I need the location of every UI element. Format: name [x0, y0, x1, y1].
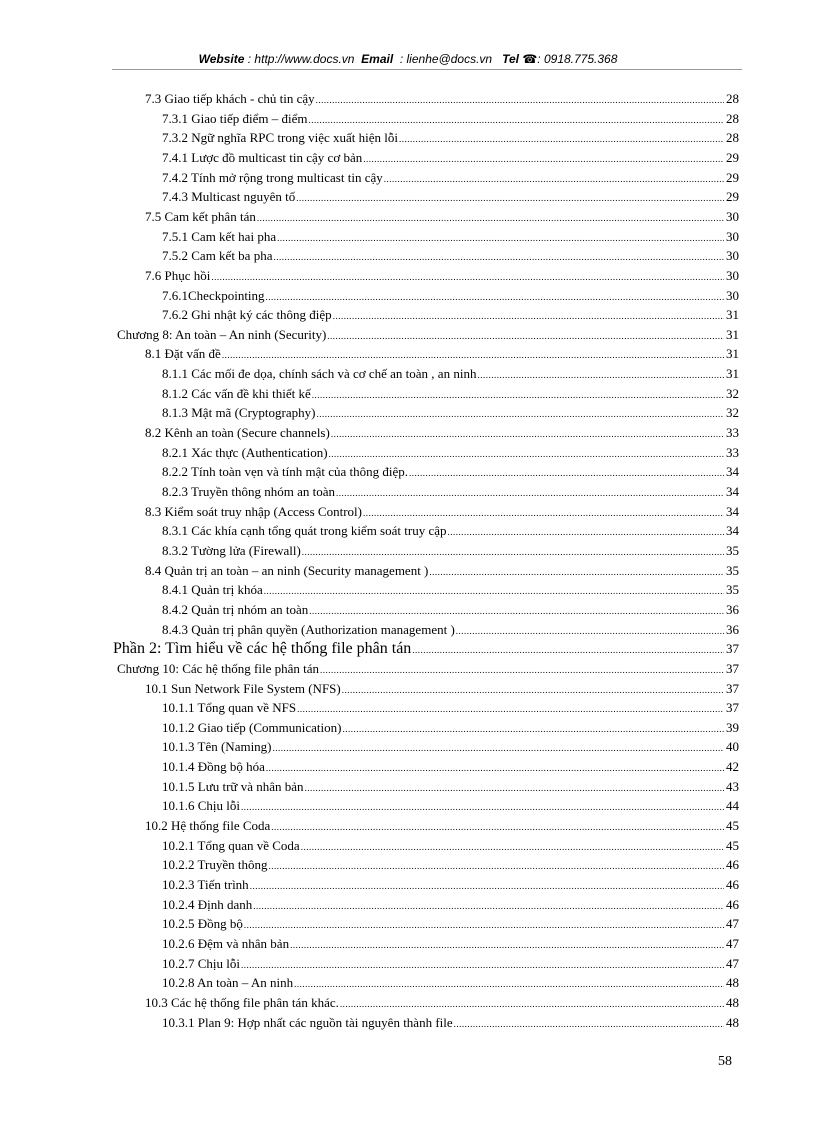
dot-leader — [211, 269, 724, 286]
toc-entry-title: 10.2.1 Tổng quan về Coda — [162, 837, 300, 853]
toc-entry[interactable] — [162, 110, 739, 130]
toc-entry-title: 7.4.1 Lược đồ multicast tin cậy cơ bản — [162, 149, 363, 165]
toc-entry[interactable] — [145, 817, 739, 837]
dot-leader — [342, 682, 724, 699]
toc-entry[interactable] — [145, 267, 739, 287]
toc-entry-page: 32 — [726, 385, 739, 401]
dot-leader — [340, 996, 724, 1013]
toc-entry-page: 46 — [726, 857, 739, 873]
toc-entry-title: 7.3 Giao tiếp khách - chủ tin cậy — [145, 91, 315, 106]
toc-entry-title: 8.3 Kiểm soát truy nhập (Access Control) — [145, 503, 362, 519]
toc-entry[interactable] — [162, 522, 739, 542]
toc-entry-title: 8.4.2 Quản trị nhóm an toàn — [162, 601, 309, 617]
toc-entry[interactable] — [145, 208, 739, 228]
dot-leader — [266, 289, 724, 306]
toc-entry[interactable] — [162, 129, 739, 149]
toc-entry-title: 8.2.2 Tính toàn vẹn và tính mật của thông điệp. — [162, 464, 408, 480]
toc-entry-title: 10.1.3 Tên (Naming) — [162, 739, 272, 755]
toc-entry-title: 8.2.1 Xác thực (Authentication) — [162, 444, 328, 460]
toc-entry-page: 48 — [726, 994, 739, 1010]
toc-entry[interactable] — [162, 915, 739, 935]
toc-entry-page: 28 — [726, 130, 739, 146]
toc-entry[interactable] — [162, 974, 739, 994]
dot-leader — [447, 524, 724, 541]
toc-entry-title: 8.4.1 Quản trị khóa — [162, 582, 263, 598]
toc-entry[interactable] — [162, 306, 739, 326]
toc-entry[interactable] — [162, 365, 739, 385]
toc-entry-page: 44 — [726, 798, 739, 814]
dot-leader — [331, 426, 724, 443]
dot-leader — [273, 249, 724, 266]
toc-entry-page: 31 — [726, 346, 739, 362]
toc-entry-title: 7.3.2 Ngữ nghĩa RPC trong việc xuất hiện lỗi — [162, 130, 398, 146]
dot-leader — [268, 858, 724, 875]
toc-entry-page: 37 — [726, 660, 739, 676]
toc-entry[interactable] — [162, 758, 739, 778]
toc-entry-title: Chương 10: Các hệ thống file phân tán — [117, 660, 320, 676]
toc-entry[interactable] — [113, 640, 739, 660]
dot-leader — [333, 308, 724, 325]
toc-entry-page: 40 — [726, 739, 739, 755]
toc-entry-title: 7.5 Cam kết phân tán — [145, 208, 256, 224]
toc-entry-title: 10.2.6 Đệm và nhân bản — [162, 935, 290, 951]
toc-entry[interactable] — [145, 424, 739, 444]
toc-entry-title: 7.6 Phục hồi — [145, 267, 211, 283]
toc-entry-page: 45 — [726, 837, 739, 853]
toc-entry[interactable] — [162, 287, 739, 307]
toc-entry-page: 31 — [726, 307, 739, 323]
toc-entry-title: Phần 2: Tìm hiểu về các hệ thống file phân tán — [113, 640, 412, 658]
toc-entry-page: 30 — [726, 287, 739, 303]
dot-leader — [363, 505, 724, 522]
header-divider — [112, 69, 742, 70]
dot-leader — [329, 446, 724, 463]
toc-entry-title: 7.5.2 Cam kết ba pha — [162, 248, 273, 264]
toc-entry-page: 33 — [726, 444, 739, 460]
toc-entry-page: 47 — [726, 935, 739, 951]
email-label: Email — [361, 52, 394, 66]
dot-leader — [273, 740, 724, 757]
dot-leader — [241, 957, 724, 974]
toc-entry[interactable] — [162, 738, 739, 758]
toc-entry-page: 34 — [726, 484, 739, 499]
dot-leader — [250, 878, 724, 895]
toc-entry[interactable] — [162, 444, 739, 464]
toc-entry-title: 10.2.8 An toàn – An ninh — [162, 975, 294, 991]
toc-entry-title: 10.2.3 Tiến trình — [162, 877, 249, 892]
tel-label: Tel — [502, 52, 519, 66]
toc-entry[interactable] — [145, 503, 739, 523]
toc-entry[interactable] — [145, 90, 739, 110]
dot-leader — [412, 642, 724, 659]
dot-leader — [305, 780, 724, 797]
dot-leader — [290, 937, 724, 954]
phone-icon: ☎ — [522, 52, 538, 66]
toc-entry-page: 33 — [726, 425, 739, 441]
toc-entry[interactable] — [162, 228, 739, 248]
toc-entry-title: 7.3.1 Giao tiếp điểm – điểm — [162, 110, 308, 126]
toc-entry-page: 32 — [726, 405, 739, 421]
toc-entry[interactable] — [162, 247, 739, 267]
toc-entry[interactable] — [117, 660, 739, 680]
toc-entry[interactable] — [162, 483, 739, 503]
dot-leader — [297, 701, 724, 718]
toc-entry-page: 46 — [726, 896, 739, 912]
toc-entry[interactable] — [162, 797, 739, 817]
toc-entry-page: 35 — [726, 562, 739, 578]
dot-leader — [253, 898, 724, 915]
dot-leader — [294, 976, 724, 993]
toc-entry-title: 10.2 Hệ thống file Coda — [145, 818, 271, 834]
dot-leader — [302, 544, 724, 561]
toc-entry-title: 8.2.3 Truyền thông nhóm an toàn — [162, 484, 335, 499]
toc-entry[interactable] — [162, 778, 739, 798]
dot-leader — [320, 662, 724, 679]
toc-entry-page: 30 — [726, 248, 739, 264]
toc-entry[interactable] — [145, 345, 739, 365]
toc-entry[interactable] — [162, 837, 739, 857]
toc-entry-page: 29 — [726, 169, 739, 185]
toc-entry[interactable] — [162, 621, 739, 641]
dot-leader — [296, 190, 724, 207]
page-number: 58 — [718, 1054, 732, 1069]
toc-entry-page: 36 — [726, 601, 739, 617]
toc-entry[interactable] — [145, 680, 739, 700]
dot-leader — [312, 387, 724, 404]
toc-entry[interactable] — [162, 601, 739, 621]
toc-entry-page: 47 — [726, 916, 739, 932]
toc-entry-page: 35 — [726, 582, 739, 598]
toc-entry-page: 30 — [726, 228, 739, 244]
dot-leader — [264, 583, 724, 600]
toc-entry-title: 8.1.3 Mật mã (Cryptography) — [162, 405, 316, 421]
toc-entry[interactable] — [162, 149, 739, 169]
toc-entry-page: 37 — [726, 680, 739, 696]
toc-entry[interactable] — [162, 1014, 739, 1034]
toc-entry-title: 8.2 Kênh an toàn (Secure channels) — [145, 425, 330, 441]
toc-entry-page: 29 — [726, 189, 739, 205]
toc-entry-page: 37 — [726, 641, 739, 657]
dot-leader — [456, 623, 724, 640]
toc-entry-title: 10.1 Sun Network File System (NFS) — [145, 680, 341, 696]
toc-entry-page: 48 — [726, 975, 739, 991]
toc-entry[interactable] — [162, 896, 739, 916]
toc-entry-page: 36 — [726, 621, 739, 637]
toc-entry-page: 48 — [726, 1014, 739, 1030]
toc-entry-title: 8.4.3 Quản trị phân quyền (Authorization management ) — [162, 621, 455, 637]
toc-entry-title: 10.2.5 Đồng bộ — [162, 916, 243, 932]
toc-entry-title: 10.1.4 Đồng bộ hóa — [162, 759, 265, 775]
dot-leader — [277, 230, 724, 247]
email-value: : lienhe@docs.vn — [399, 52, 493, 66]
toc-entry-title: 7.5.1 Cam kết hai pha — [162, 228, 277, 244]
toc-entry[interactable] — [162, 935, 739, 955]
toc-entry-title: 7.4.3 Multicast nguyên tố — [162, 189, 296, 205]
toc-entry-page: 28 — [726, 91, 739, 106]
dot-leader — [454, 1016, 724, 1033]
toc-entry[interactable] — [162, 169, 739, 189]
dot-leader — [301, 839, 724, 856]
dot-leader — [222, 347, 724, 364]
toc-entry-title: 7.4.2 Tính mở rộng trong multicast tin cậy — [162, 169, 383, 185]
toc-entry-title: 7.6.1Checkpointing — [162, 287, 265, 303]
toc-entry[interactable] — [162, 856, 739, 876]
toc-entry-title: 8.1.1 Các mối đe dọa, chính sách và cơ chế an toàn , an ninh — [162, 366, 477, 382]
toc-entry[interactable] — [162, 699, 739, 719]
toc-entry[interactable] — [162, 385, 739, 405]
toc-entry-title: 10.2.4 Định danh — [162, 896, 253, 912]
dot-leader — [342, 721, 724, 738]
toc-entry-title: 10.3 Các hệ thống file phân tán khác. — [145, 994, 339, 1010]
dot-leader — [399, 131, 724, 148]
toc-entry-title: 10.1.6 Chịu lỗi — [162, 798, 241, 814]
toc-entry-page: 42 — [726, 759, 739, 775]
dot-leader — [316, 406, 724, 423]
toc-entry-page: 30 — [726, 208, 739, 224]
toc-entry-title: 10.1.1 Tổng quan về NFS — [162, 700, 297, 716]
dot-leader — [429, 564, 724, 581]
dot-leader — [363, 151, 724, 168]
toc-entry[interactable] — [145, 994, 739, 1014]
toc-entry-title: 8.1.2 Các vấn đề khi thiết kế — [162, 385, 311, 401]
toc-entry-page: 35 — [726, 542, 739, 558]
toc-entry[interactable] — [162, 581, 739, 601]
toc-entry[interactable] — [145, 562, 739, 582]
toc-entry[interactable] — [162, 404, 739, 424]
toc-entry-title: 7.6.2 Ghi nhật ký các thông điệp — [162, 307, 332, 323]
toc-entry-title: 10.1.2 Giao tiếp (Communication) — [162, 719, 342, 735]
toc-entry[interactable] — [162, 719, 739, 739]
dot-leader — [257, 210, 724, 227]
toc-entry-page: 45 — [726, 818, 739, 834]
dot-leader — [384, 171, 724, 188]
toc-entry[interactable] — [162, 463, 739, 483]
toc-entry-page: 31 — [726, 326, 739, 342]
dot-leader — [271, 819, 724, 836]
toc-entry-title: 10.2.7 Chịu lỗi — [162, 955, 241, 971]
dot-leader — [409, 465, 724, 482]
page-header — [0, 52, 816, 66]
tel-value: : 0918.775.368 — [537, 52, 618, 66]
toc-entry-page: 39 — [726, 719, 739, 735]
toc-entry[interactable] — [162, 188, 739, 208]
toc-entry-page: 34 — [726, 464, 739, 480]
toc-entry[interactable] — [117, 326, 739, 346]
toc-entry-title: 8.4 Quản trị an toàn – an ninh (Security management ) — [145, 562, 429, 578]
dot-leader — [336, 485, 724, 502]
toc-entry-page: 37 — [726, 700, 739, 716]
toc-entry-page: 46 — [726, 877, 739, 892]
dot-leader — [241, 799, 724, 816]
dot-leader — [309, 603, 724, 620]
toc-entry-page: 30 — [726, 267, 739, 283]
dot-leader — [477, 367, 724, 384]
toc-entry-title: 8.1 Đặt vấn đề — [145, 346, 221, 362]
toc-entry-title: 10.3.1 Plan 9: Hợp nhất các nguồn tài nguyên thành file — [162, 1014, 453, 1030]
toc-entry-title: 8.3.1 Các khía cạnh tổng quát trong kiểm soát truy cập — [162, 523, 447, 539]
toc-entry[interactable] — [162, 876, 739, 896]
dot-leader — [309, 112, 724, 129]
toc-entry[interactable] — [162, 955, 739, 975]
toc-entry-title: 8.3.2 Tường lửa (Firewall) — [162, 542, 301, 558]
toc-entry-page: 34 — [726, 503, 739, 519]
dot-leader — [316, 92, 724, 109]
dot-leader — [327, 328, 724, 345]
toc-entry-page: 29 — [726, 149, 739, 165]
toc-entry-page: 28 — [726, 110, 739, 126]
toc-entry-title: Chương 8: An toàn – An ninh (Security) — [117, 326, 327, 342]
toc-entry-title: 10.1.5 Lưu trữ và nhân bản — [162, 778, 304, 794]
toc-entry-page: 47 — [726, 955, 739, 971]
toc-entry-page: 31 — [726, 366, 739, 382]
toc-entry-page: 34 — [726, 523, 739, 539]
website-value: : http://www.docs.vn — [247, 52, 355, 66]
toc-entry[interactable] — [162, 542, 739, 562]
toc-entry-title: 10.2.2 Truyền thông — [162, 857, 268, 873]
toc-entry-page: 43 — [726, 778, 739, 794]
website-label: Website — [198, 52, 245, 66]
dot-leader — [266, 760, 724, 777]
dot-leader — [244, 917, 724, 934]
